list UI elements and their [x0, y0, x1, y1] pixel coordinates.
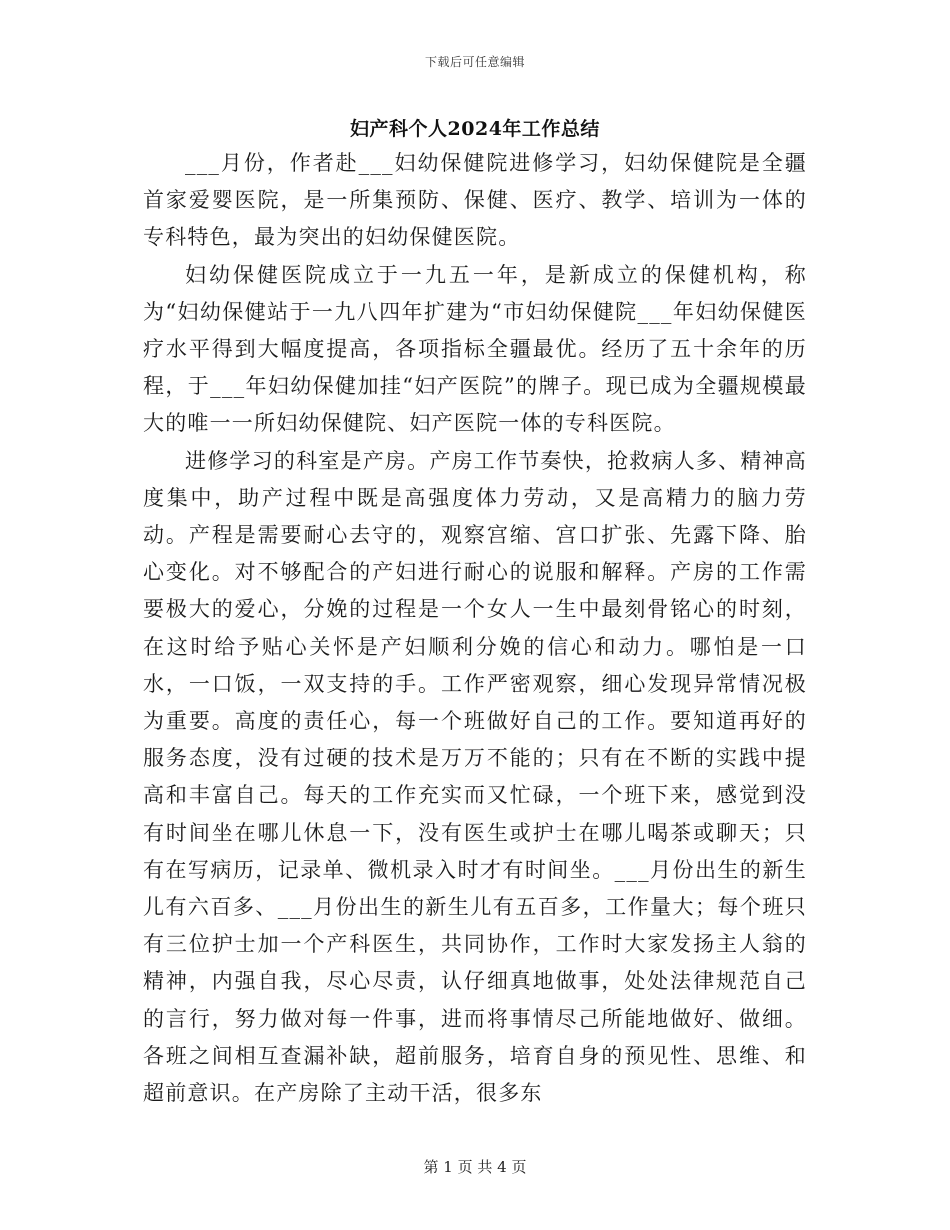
- paragraph-2: 妇幼保健医院成立于一九五一年，是新成立的保健机构，称为“妇幼保健站于一九八四年扩建为“市妇幼保健院___年妇幼保健医疗水平得到大幅度提高，各项指标全疆最优。经历了五十余年的历程，于___年妇幼保健加挂“妇产医院”的牌子。现已成为全疆规模最大的唯一一所妇幼保健院、妇产医院一体的专科医院。: [143, 262, 807, 436]
- document-title: 妇产科个人2024年工作总结: [350, 118, 600, 140]
- paragraph-1: ___月份，作者赴___妇幼保健院进修学习，妇幼保健院是全疆首家爱婴医院，是一所集预防、保健、医疗、教学、培训为一体的专科特色，最为突出的妇幼保健医院。: [143, 151, 807, 250]
- document-body: [143, 145, 807, 1112]
- page-number-footer: 第 1 页 共 4 页: [423, 1158, 527, 1176]
- header-note: 下载后可任意编辑: [424, 55, 525, 69]
- paragraph-3: 进修学习的科室是产房。产房工作节奏快，抢救病人多、精神高度集中，助产过程中既是高强度体力劳动，又是高精力的脑力劳动。产程是需要耐心去守的，观察宫缩、宫口扩张、先露下降、胎心变化。对不够配合的产妇进行耐心的说服和解释。产房的工作需要极大的爱心，分娩的过程是一个女人一生中最刻骨铭心的时刻，在这时给予贴心关怀是产妇顺利分娩的信心和动力。哪怕是一口水，一口饭，一双支持的手。工作严密观察，细心发现异常情况极为重要。高度的责任心，每一个班做好自己的工作。要知道再好的服务态度，没有过硬的技术是万万不能的；只有在不断的实践中提高和丰富自己。每天的工作充实而又忙碌，一个班下来，感觉到没有时间坐在哪儿休息一下，没有医生或护士在哪儿喝茶或聊天；只有在写病历，记录单、微机录入时才有时间坐。___月份出生的新生儿有六百多、___月份出生的新生儿有五百多，工作量大；每个班只有三位护士加一个产科医生，共同协作，工作时大家发扬主人翁的精神，内强自我，尽心尽责，认仔细真地做事，处处法律规范自己的言行，努力做对每一件事，进而将事情尽己所能地做好、做细。各班之间相互查漏补缺，超前服务，培育自身的预见性、思维、和超前意识。在产房除了主动干活，很多东: [143, 448, 807, 1106]
